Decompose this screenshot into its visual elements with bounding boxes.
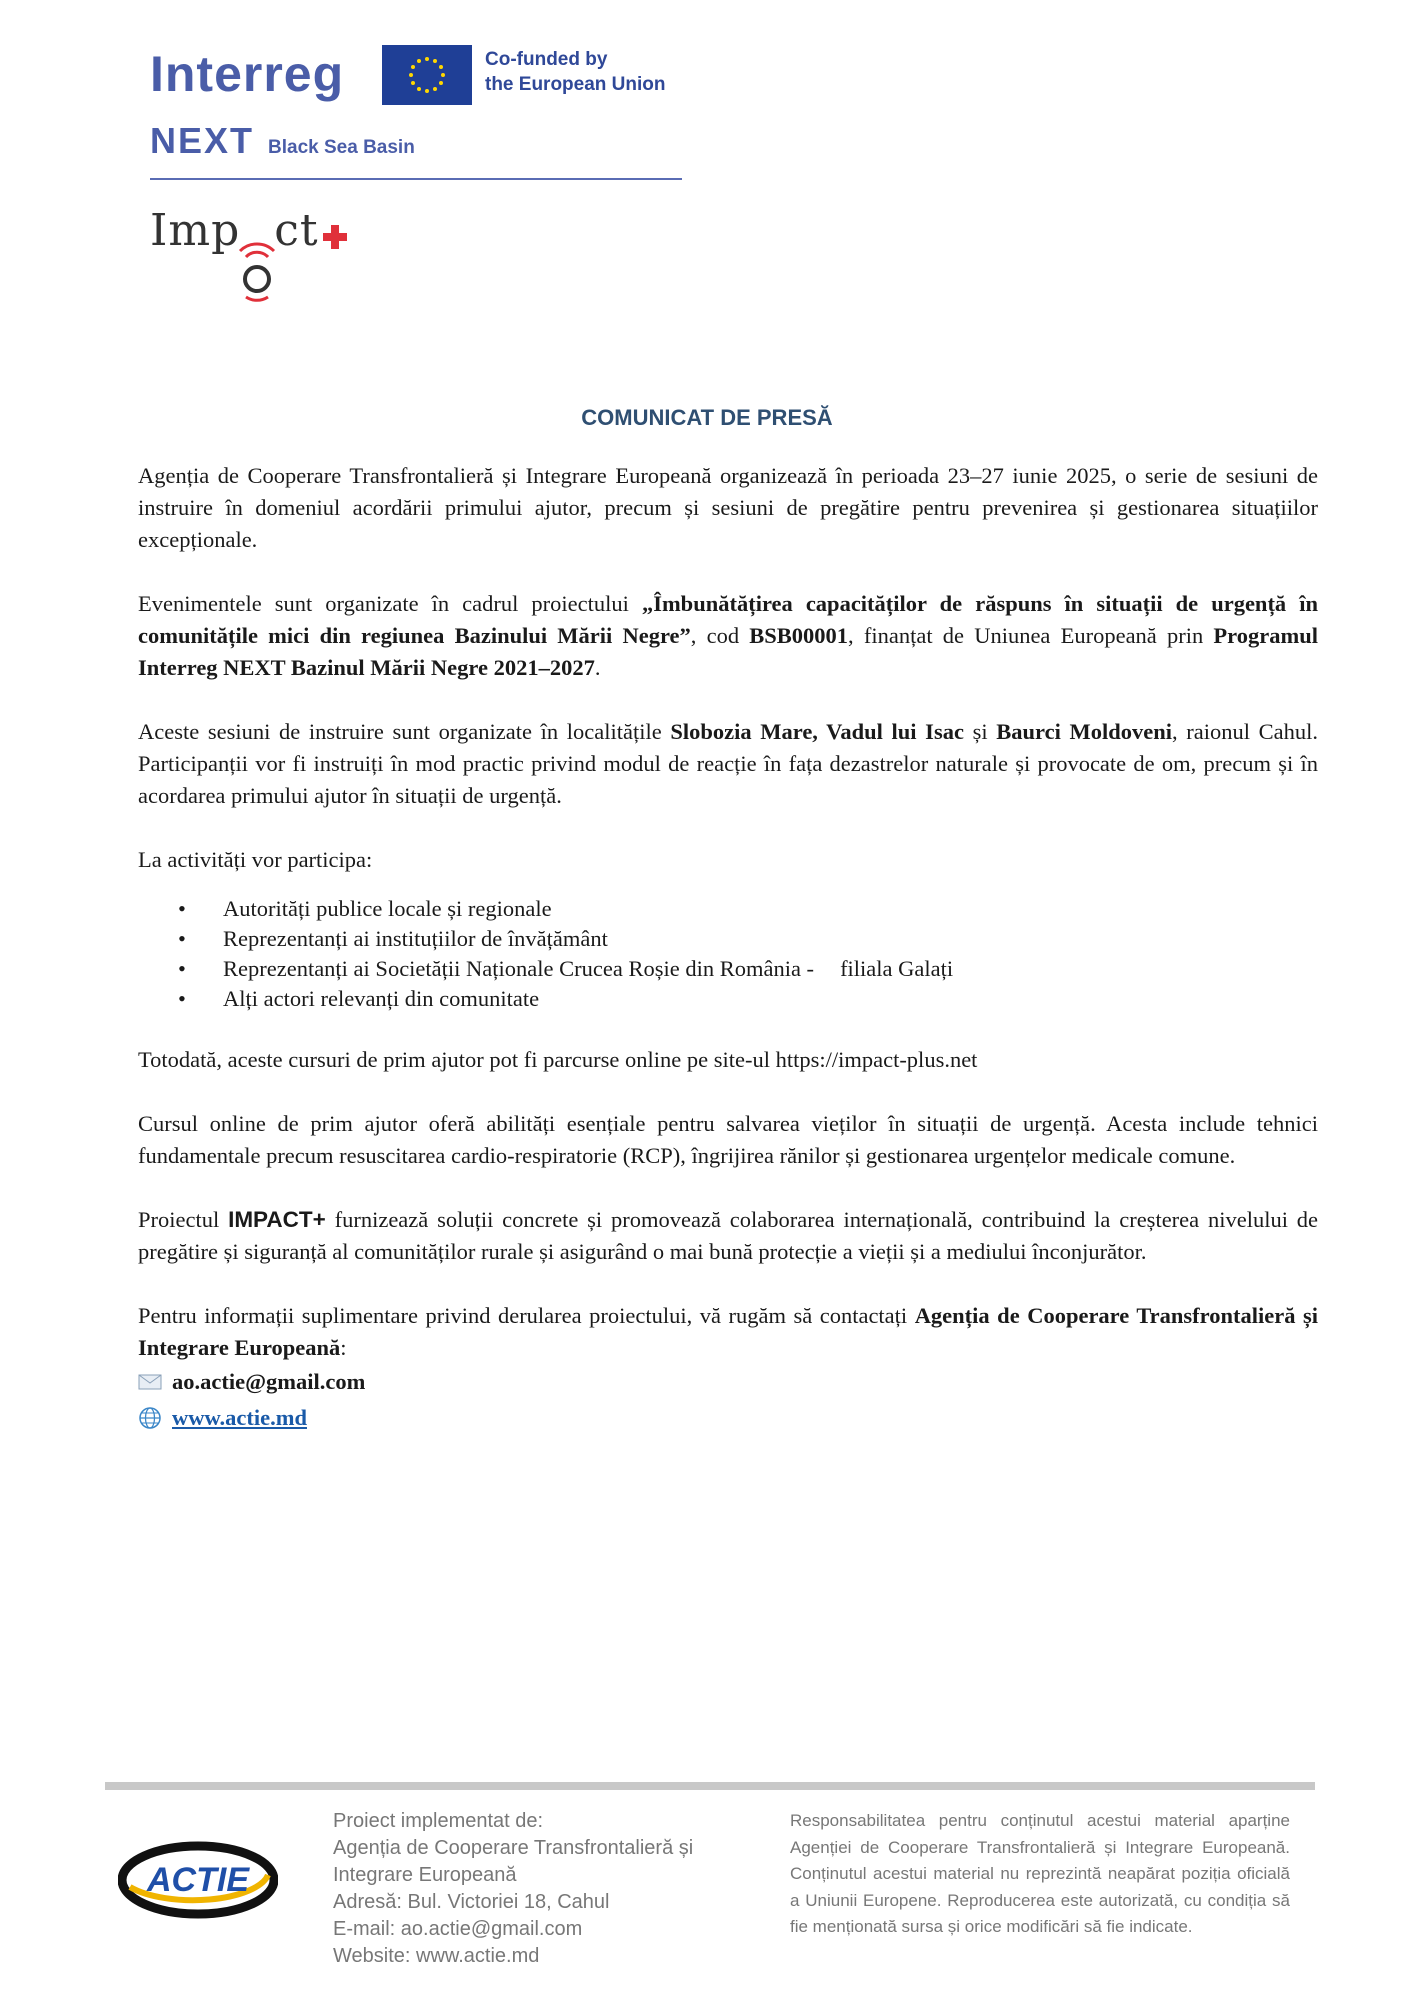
text-span: , cod [690, 623, 750, 648]
footer-line: Adresă: Bul. Victoriei 18, Cahul [333, 1891, 610, 1913]
impact-name: IMPACT+ [228, 1207, 326, 1232]
list-item-text-tail: filiala Galați [840, 956, 954, 981]
contact-website-link[interactable]: www.actie.md [172, 1405, 307, 1430]
text-span: furnizează soluții concrete și promovează colaborarea internațională, contribuind la creșterea nivelului de pregătire și siguranță al comunităților rurale și asigurând o mai bună protecție a vieții și a mediului înconjurător. [138, 1207, 1319, 1264]
text-span: Evenimentele sunt organizate în cadrul proiectului [138, 591, 642, 616]
program-name: Programul Interreg NEXT Bazinul Mării Negre 2021–2027 [138, 623, 1318, 680]
project-paragraph [138, 588, 1318, 684]
locations-bold-1: Slobozia Mare, Vadul lui Isac [670, 719, 964, 744]
course-paragraph: Cursul online de prim ajutor oferă abilități esențiale pentru salvarea vieților în situații de urgență. Acesta include tehnici fundamentale precum resuscitarea cardio-respiratorie (RCP), îngrijirea rănilor și gestionarea urgențelor medicale comune. [138, 1111, 1318, 1168]
list-item: • Autorități publice locale și regionale [138, 894, 1318, 924]
list-item [138, 954, 1318, 984]
text-span: Aceste sesiuni de instruire sunt organizate în localitățile [138, 719, 671, 744]
text-span: Pentru informații suplimentare privind derularea proiectului, vă rugăm să contactați [138, 1303, 915, 1328]
interreg-logo-text: Interreg [150, 46, 345, 102]
text-span: : [340, 1335, 347, 1360]
globe-icon [138, 1406, 162, 1430]
next-logo-text: NEXT [150, 120, 255, 161]
footer-implementer-info [333, 1808, 753, 1970]
impact-plus-logo [150, 205, 349, 275]
participants-list [138, 894, 1318, 1014]
contact-paragraph [138, 1300, 1318, 1364]
eu-cofunded-line2: the European Union [485, 74, 666, 95]
text-span: și [963, 719, 997, 744]
project-code: BSB00001 [749, 623, 849, 648]
eu-cofunded-line1: Co-funded by [485, 49, 608, 70]
list-item-text: Reprezentanți ai Societății Naționale Crucea Roșie din România - [223, 956, 815, 981]
footer-line: Integrare Europeană [333, 1864, 517, 1886]
email-icon [138, 1373, 162, 1391]
online-course-line: Totodată, aceste cursuri de prim ajutor pot fi parcurse online pe site-ul https://impact-plus.net [138, 1047, 978, 1072]
intro-paragraph: Agenția de Cooperare Transfrontalieră și Integrare Europeană organizează în perioada 23–27 iunie 2025, o serie de sesiuni de instruire în domeniul acordării primului ajutor, precum și sesiuni de pregătire pentru prevenirea și gestionarea situațiilor excepționale. [138, 463, 1318, 552]
header-logos [150, 45, 690, 285]
impact-logo-prefix: Imp [150, 205, 241, 256]
text-span: , finanțat de Uniunea Europeană prin [848, 623, 1214, 648]
press-release-body [138, 460, 1318, 1436]
text-span: . [594, 655, 601, 680]
project-name: „Îmbunătățirea capacităților de răspuns în situații de urgență în comunitățile mici din regiunea Bazinului Mării Negre” [138, 591, 1318, 648]
list-item: • Reprezentanți ai instituțiilor de învățământ [138, 924, 1318, 954]
footer-line: Proiect implementat de: [333, 1810, 544, 1832]
contact-website-row [138, 1400, 1318, 1436]
text-span: , raionul Cahul. Participanții vor fi instruiți în mod practic privind modul de reacție în fața dezastrelor naturale și provocate de om, precum și în acordarea primului ajutor în situații de urgență. [138, 719, 1318, 808]
black-sea-basin-label: Black Sea Basin [268, 137, 415, 158]
footer-line: Website: www.actie.md [333, 1945, 540, 1967]
actie-logo [118, 1835, 278, 1925]
footer-line: E-mail: ao.actie@gmail.com [333, 1918, 583, 1940]
logo-divider [150, 178, 682, 180]
eu-cofunded-label [485, 47, 695, 97]
page-title: COMUNICAT DE PRESĂ [581, 405, 833, 430]
eu-flag-icon [382, 45, 472, 105]
text-span: Proiectul [138, 1207, 229, 1232]
footer-divider [105, 1782, 1315, 1790]
contact-email-row [138, 1364, 1318, 1400]
locations-bold-2: Baurci Moldoveni [996, 719, 1172, 744]
contact-email[interactable]: ao.actie@gmail.com [172, 1369, 366, 1394]
impact-paragraph [138, 1204, 1318, 1268]
locations-paragraph [138, 716, 1318, 812]
actie-logo-text: ACTIE [147, 1861, 249, 1899]
list-item: • Alți actori relevanți din comunitate [138, 984, 1318, 1014]
contact-agency-name: Agenția de Cooperare Transfrontalieră și Integrare Europeană [138, 1303, 1319, 1360]
impact-logo-suffix: ct [274, 205, 319, 256]
footer-line: Agenția de Cooperare Transfrontalieră și [333, 1837, 694, 1859]
footer-disclaimer: Responsabilitatea pentru conținutul acestui material aparține Agenției de Cooperare Transfrontalieră și Integrare Europeană. Conținutul acestui material nu reprezintă neapărat poziția oficială a Uniunii Europene. Reproducerea este autorizată, cu condiția să fie menționată sursa și orice modificări să fie indicate. [790, 1811, 1290, 1936]
participants-intro: La activități vor participa: [138, 847, 373, 872]
